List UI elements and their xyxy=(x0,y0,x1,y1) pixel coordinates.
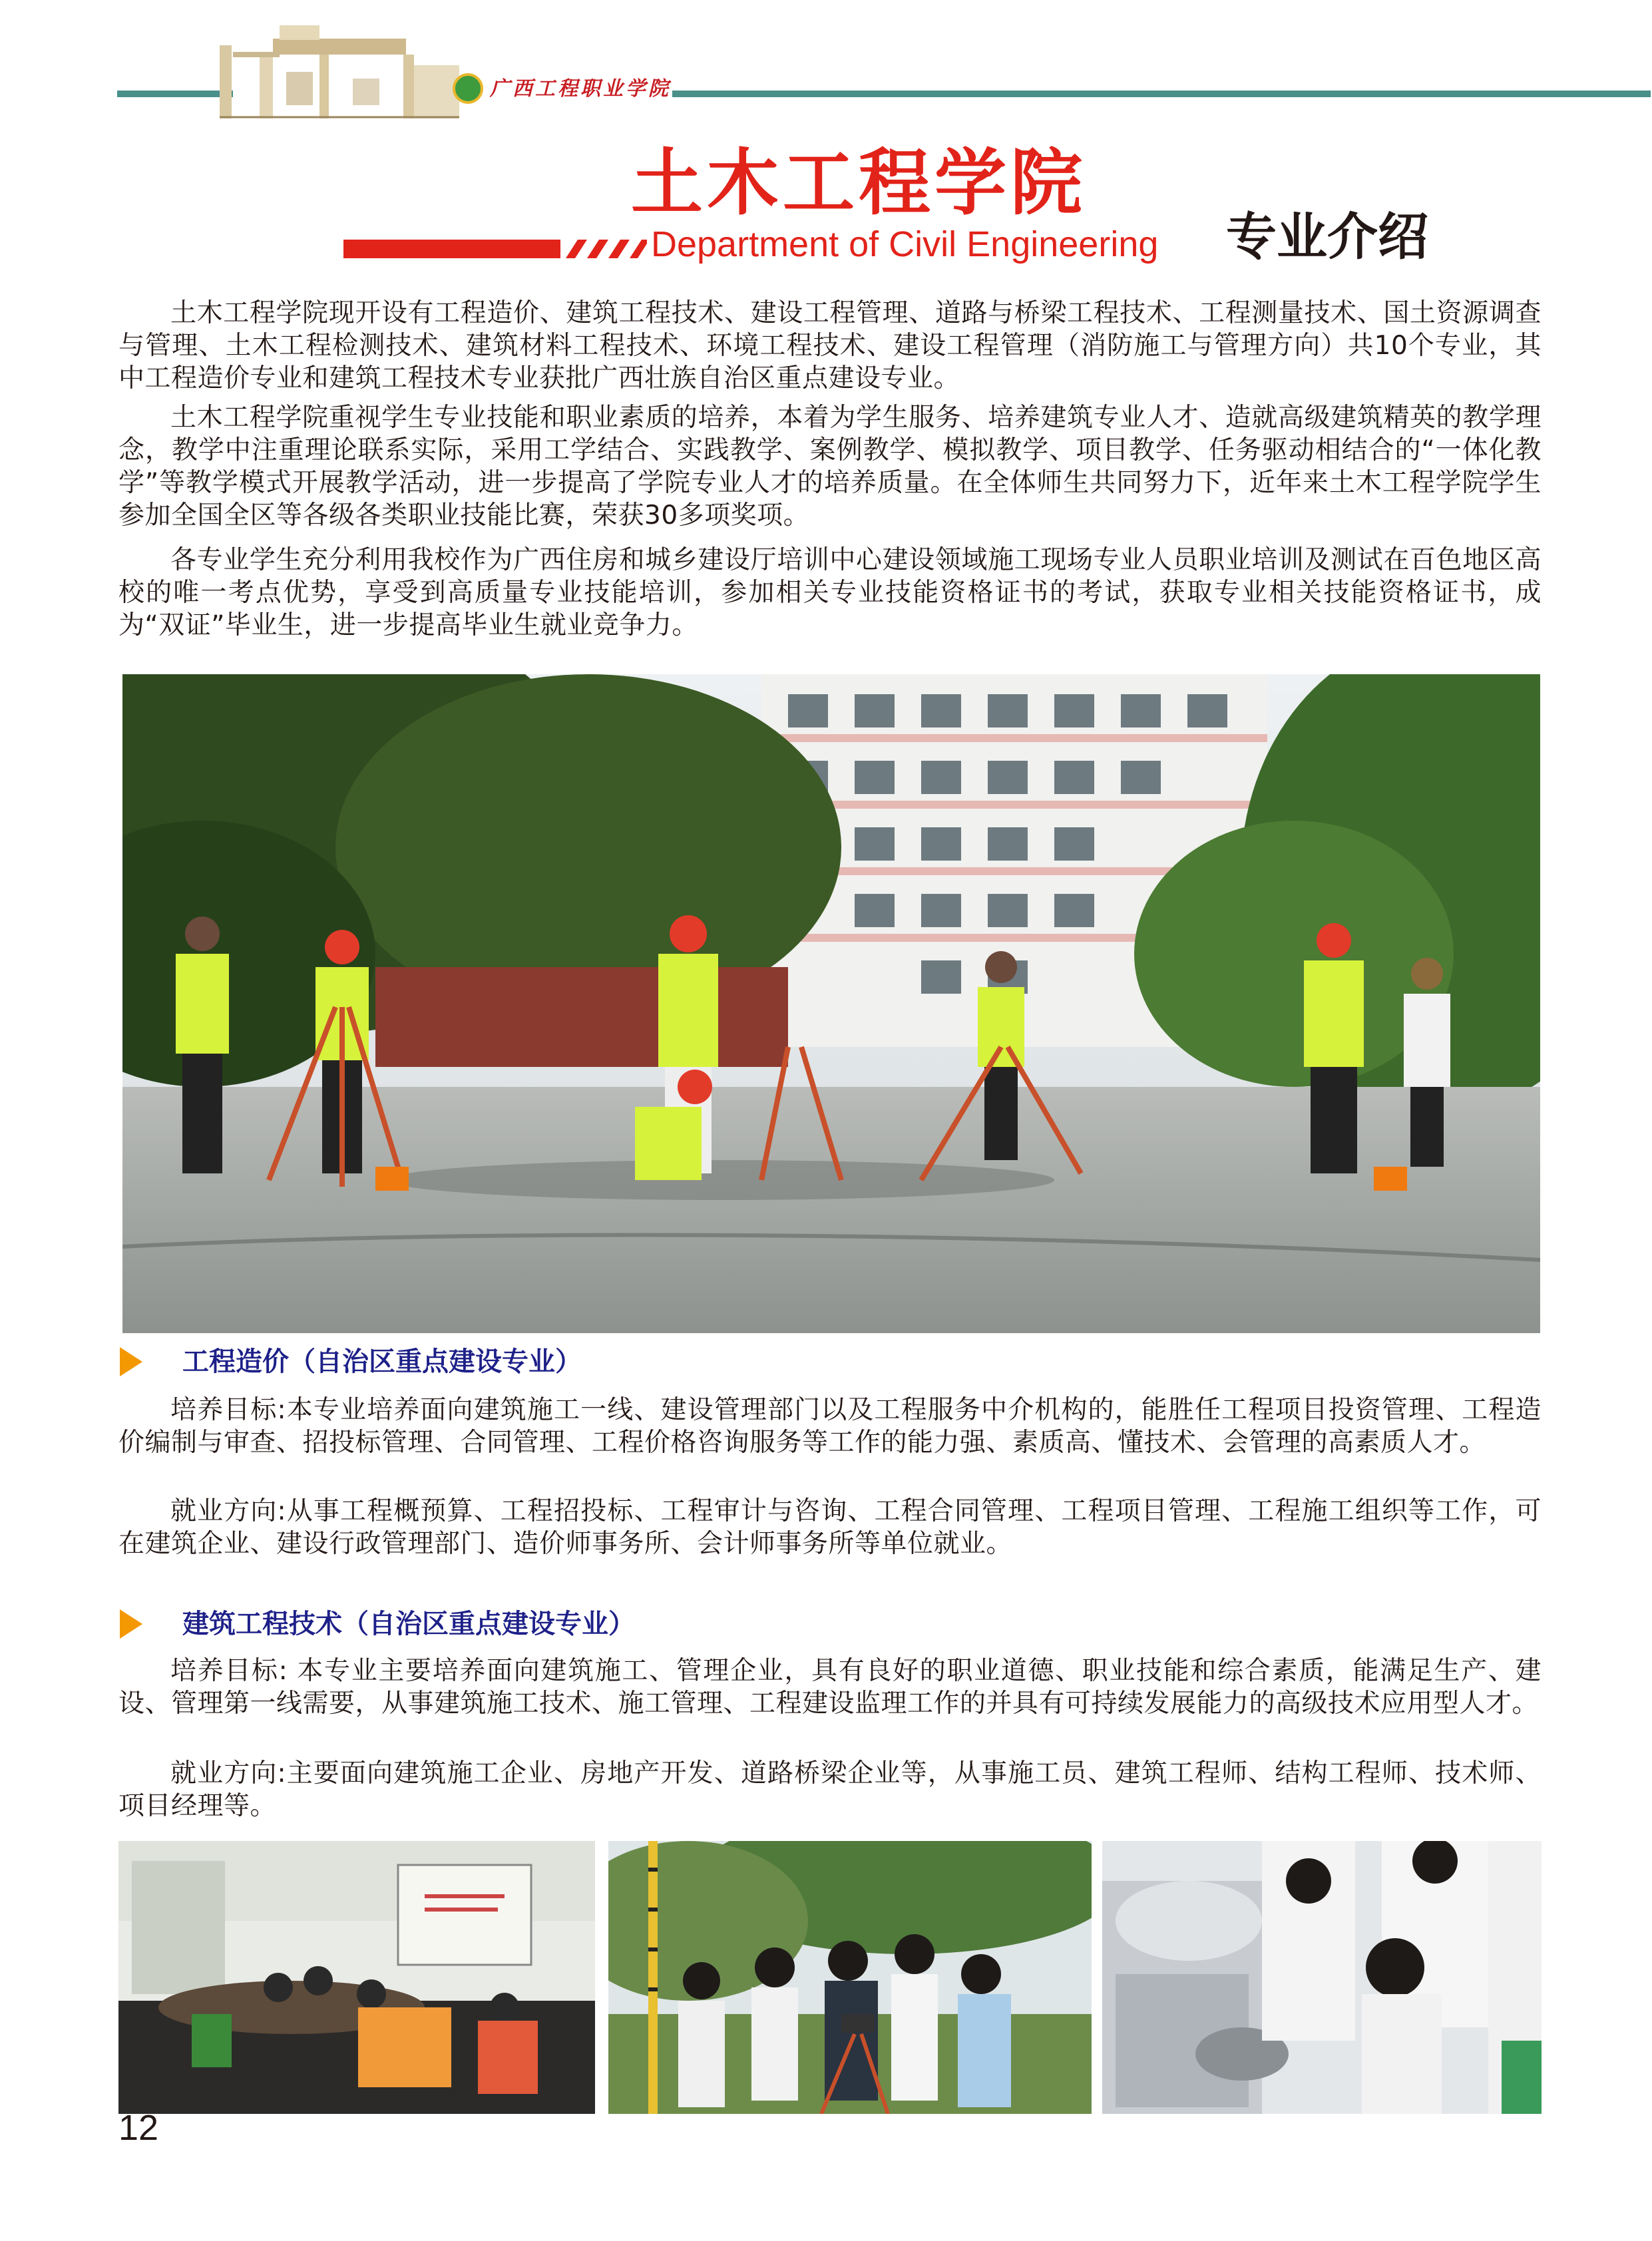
page-subtitle: 专业介绍 xyxy=(1226,207,1428,266)
section-arrow-icon xyxy=(120,1609,142,1639)
section-career: 就业方向:从事工程概预算、工程招投标、工程审计与咨询、工程合同管理、工程项目管理、工程施工组织等工作，可在建筑企业、建设行政管理部门、造价师事务所、会计师事务所等单位就业。 xyxy=(118,1496,1542,1559)
section-arrow-icon xyxy=(120,1347,142,1376)
header-line-right xyxy=(672,91,1651,97)
photo-lab-equipment xyxy=(1102,1841,1542,2114)
main-photo-surveying xyxy=(122,674,1540,1333)
page-number: 12 xyxy=(118,2108,159,2148)
section-title: 工程造价（自治区重点建设专业） xyxy=(182,1346,582,1377)
header-line-left xyxy=(117,91,233,97)
intro-paragraph: 土木工程学院现开设有工程造价、建筑工程技术、建设工程管理、道路与桥梁工程技术、工程测量技术、国土资源调查与管理、土木工程检测技术、建筑材料工程技术、环境工程技术、建设工程管理（消防施工与管理方向）共10个专业，其中工程造价专业和建筑工程技术专业获批广西壮族自治区重点建设专业。 xyxy=(118,298,1542,393)
school-gate-illustration xyxy=(220,19,459,118)
section-goal: 培养目标:本专业培养面向建筑施工一线、建设管理部门以及工程服务中介机构的，能胜任工程项目投资管理、工程造价编制与审查、招投标管理、合同管理、工程价格咨询服务等工作的能力强、素质高、懂技术、会管理的高素质人才。 xyxy=(118,1395,1542,1458)
title-red-bar xyxy=(343,240,560,258)
photo-classroom xyxy=(118,1841,595,2114)
intro-paragraph: 土木工程学院重视学生专业技能和职业素质的培养，本着为学生服务、培养建筑专业人才、造就高级建筑精英的教学理念，教学中注重理论联系实际，采用工学结合、实践教学、案例教学、模拟教学、项目教学、任务驱动相结合的“一体化教学”等教学模式开展教学活动，进一步提高了学院专业人才的培养质量。在全体师生共同努力下，近年来土木工程学院学生参加全国全区等各级各类职业技能比赛，荣获30多项奖项。 xyxy=(118,403,1542,530)
section-title: 建筑工程技术（自治区重点建设专业） xyxy=(182,1609,635,1639)
page-title-english: Department of Civil Engineering xyxy=(651,224,1159,264)
page-title: 土木工程学院 xyxy=(631,142,1087,225)
title-red-stripes xyxy=(560,240,647,258)
school-logo-icon xyxy=(453,73,483,104)
section-career: 就业方向:主要面向建筑施工企业、房地产开发、道路桥梁企业等，从事施工员、建筑工程师、结构工程师、技术师、项目经理等。 xyxy=(118,1758,1542,1821)
intro-paragraph: 各专业学生充分利用我校作为广西住房和城乡建设厅培训中心建设领域施工现场专业人员职业培训及测试在百色地区高校的唯一考点优势，享受到高质量专业技能培训，参加相关专业技能资格证书的考试，获取专业相关技能资格证书，成为“双证”毕业生，进一步提高毕业生就业竞争力。 xyxy=(118,545,1542,640)
school-name: 广西工程职业学院 xyxy=(490,77,671,101)
photo-outdoor-level xyxy=(608,1841,1092,2114)
section-goal: 培养目标: 本专业主要培养面向建筑施工、管理企业，具有良好的职业道德、职业技能和综合素质，能满足生产、建设、管理第一线需要，从事建筑施工技术、施工管理、工程建设监理工作的并具有可持续发展能力的高级技术应用型人才。 xyxy=(118,1656,1542,1719)
